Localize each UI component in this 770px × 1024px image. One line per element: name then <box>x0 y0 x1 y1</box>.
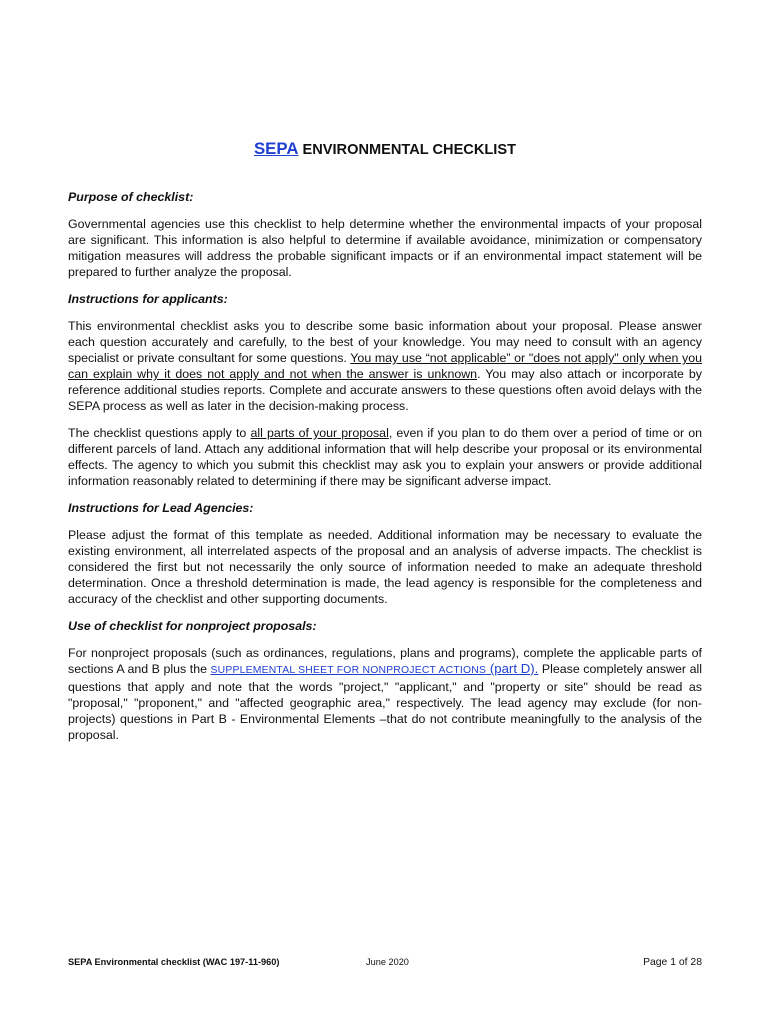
applicants-paragraph-1 <box>68 318 702 414</box>
title-text: ENVIRONMENTAL CHECKLIST <box>298 142 516 158</box>
page-footer <box>68 957 702 973</box>
page-content <box>68 138 702 754</box>
applicants-p1-text-b: . You may also attach or incorporate by reference additional studies reports. Complete and accurate answers to these questions often avoid delays with the SEPA process as well as later in the decision-making process. <box>68 367 702 413</box>
lead-agencies-paragraph: Please adjust the format of this template as needed. Additional information may be necessary to evaluate the existing environment, all interrelated aspects of the proposal and an analysis of adverse impacts. The checklist is considered the first but not necessarily the only source of information needed to make an adequate threshold determination. Once a threshold determination is made, the lead agency is responsible for the completeness and accuracy of the checklist and other supporting documents. <box>68 528 702 606</box>
purpose-heading: Purpose of checklist: <box>68 190 194 204</box>
purpose-paragraph: Governmental agencies use this checklist to help determine whether the environmental impacts of your proposal are significant. This information is also helpful to determine if available avoidance, minimization or compensatory mitigation measures will address the probable significant impacts or if an environmental impact statement will be prepared to further analyze the proposal. <box>68 217 702 279</box>
page-title <box>68 138 702 161</box>
footer-document-title: SEPA Environmental checklist (WAC 197-11-960) <box>68 957 280 967</box>
nonproject-heading: Use of checklist for nonproject proposals: <box>68 619 317 633</box>
nonproject-text-a: For nonproject proposals (such as ordinances, regulations, plans and programs), complete the applicable parts of sections A and B plus the <box>68 646 702 676</box>
applicants-heading: Instructions for applicants: <box>68 292 228 306</box>
sepa-link[interactable]: SEPA <box>253 139 299 158</box>
applicants-p2-underlined: all parts of your proposal <box>250 426 389 440</box>
nonproject-text-b: Please completely answer all questions that apply and note that the words "project," "applicant," and "property or site" should be read as "proposal," "proponent," and "affected geographic area," respectively. The lead agency may exclude (for non-projects) questions in Part B - Environmental Elements –that do not contribute meaningfully to the analysis of the proposal. <box>68 662 702 742</box>
supplemental-sheet-part-link[interactable]: (part D). <box>486 661 539 676</box>
footer-date: June 2020 <box>366 957 409 967</box>
applicants-p2-text-b: , even if you plan to do them over a period of time or on different parcels of land. Attach any additional information that will help describe your proposal or its environmental effects. The agency to which you submit this checklist may ask you to explain your answers or provide additional information reasonably related to determining if there may be significant adverse impact. <box>68 426 702 488</box>
supplemental-sheet-link[interactable]: SUPPLEMENTAL SHEET FOR NONPROJECT ACTIONS <box>210 665 487 676</box>
applicants-p1-text-a: This environmental checklist asks you to describe some basic information about your proposal. Please answer each question accurately and carefully, to the best of your knowledge. You may need to consult with an agency specialist or private consultant for some questions. <box>68 319 702 365</box>
applicants-paragraph-2 <box>68 425 702 489</box>
footer-page-number: Page 1 of 28 <box>643 957 702 968</box>
applicants-p2-text-a: The checklist questions apply to <box>68 426 251 440</box>
lead-agencies-heading: Instructions for Lead Agencies: <box>68 501 254 515</box>
applicants-p1-underlined: You may use “not applicable” or "does not apply" only when you can explain why it does not apply and not when the answer is unknown <box>68 351 702 381</box>
nonproject-paragraph <box>68 645 702 743</box>
